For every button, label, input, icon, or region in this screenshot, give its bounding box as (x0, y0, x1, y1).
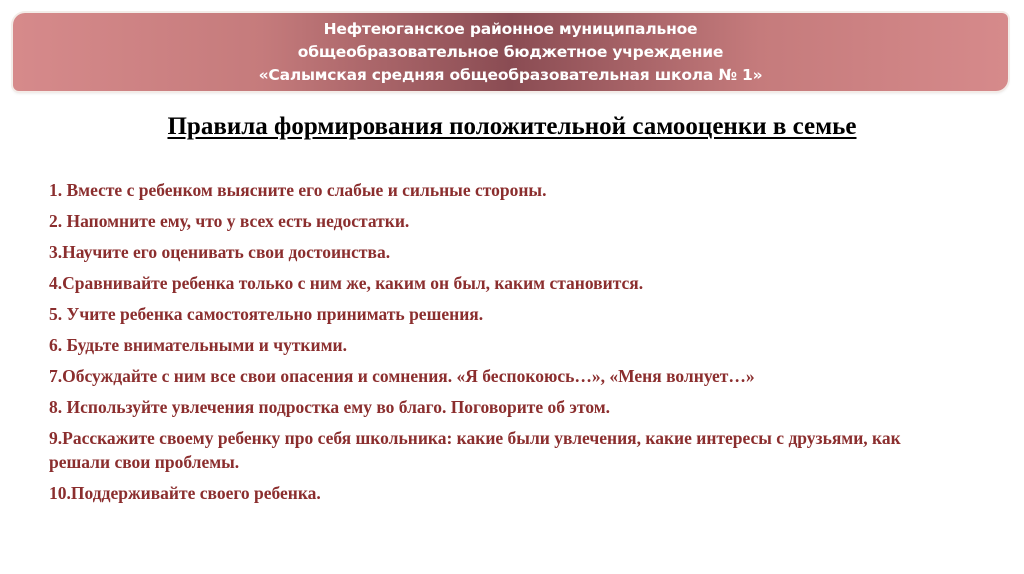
header-line-3: «Салымская средняя общеобразовательная школа № 1» (258, 65, 763, 84)
rule-item-7: 7.Обсуждайте с ним все свои опасения и сомнения. «Я беспокоюсь…», «Меня волнует…» (49, 366, 755, 386)
header-banner (13, 13, 1008, 91)
rules-list (49, 175, 999, 509)
rule-item-9: 9.Расскажите своему ребенку про себя школьника: какие были увлечения, какие интересы с друзьями, как решали свои проблемы. (49, 428, 901, 472)
rule-item-8: 8. Используйте увлечения подростка ему во благо. Поговорите об этом. (49, 397, 611, 417)
rule-item-10: 10.Поддерживайте своего ребенка. (49, 483, 321, 503)
rule-item-5: 5. Учите ребенка самостоятельно принимать решения. (49, 304, 484, 324)
rule-item-1: 1. Вместе с ребенком выясните его слабые и сильные стороны. (49, 180, 547, 200)
rule-item-4: 4.Сравнивайте ребенка только с ним же, каким он был, каким становится. (49, 273, 644, 293)
rule-item-6: 6. Будьте внимательными и чуткими. (49, 335, 347, 355)
page-title: Правила формирования положительной самооценки в семье (167, 113, 857, 140)
header-line-1: Нефтеюганское районное муниципальное (323, 19, 698, 38)
rule-item-3: 3.Научите его оценивать свои достоинства. (49, 242, 391, 262)
rule-item-2: 2. Напомните ему, что у всех есть недостатки. (49, 211, 410, 231)
header-line-2: общеобразовательное бюджетное учреждение (297, 42, 724, 61)
